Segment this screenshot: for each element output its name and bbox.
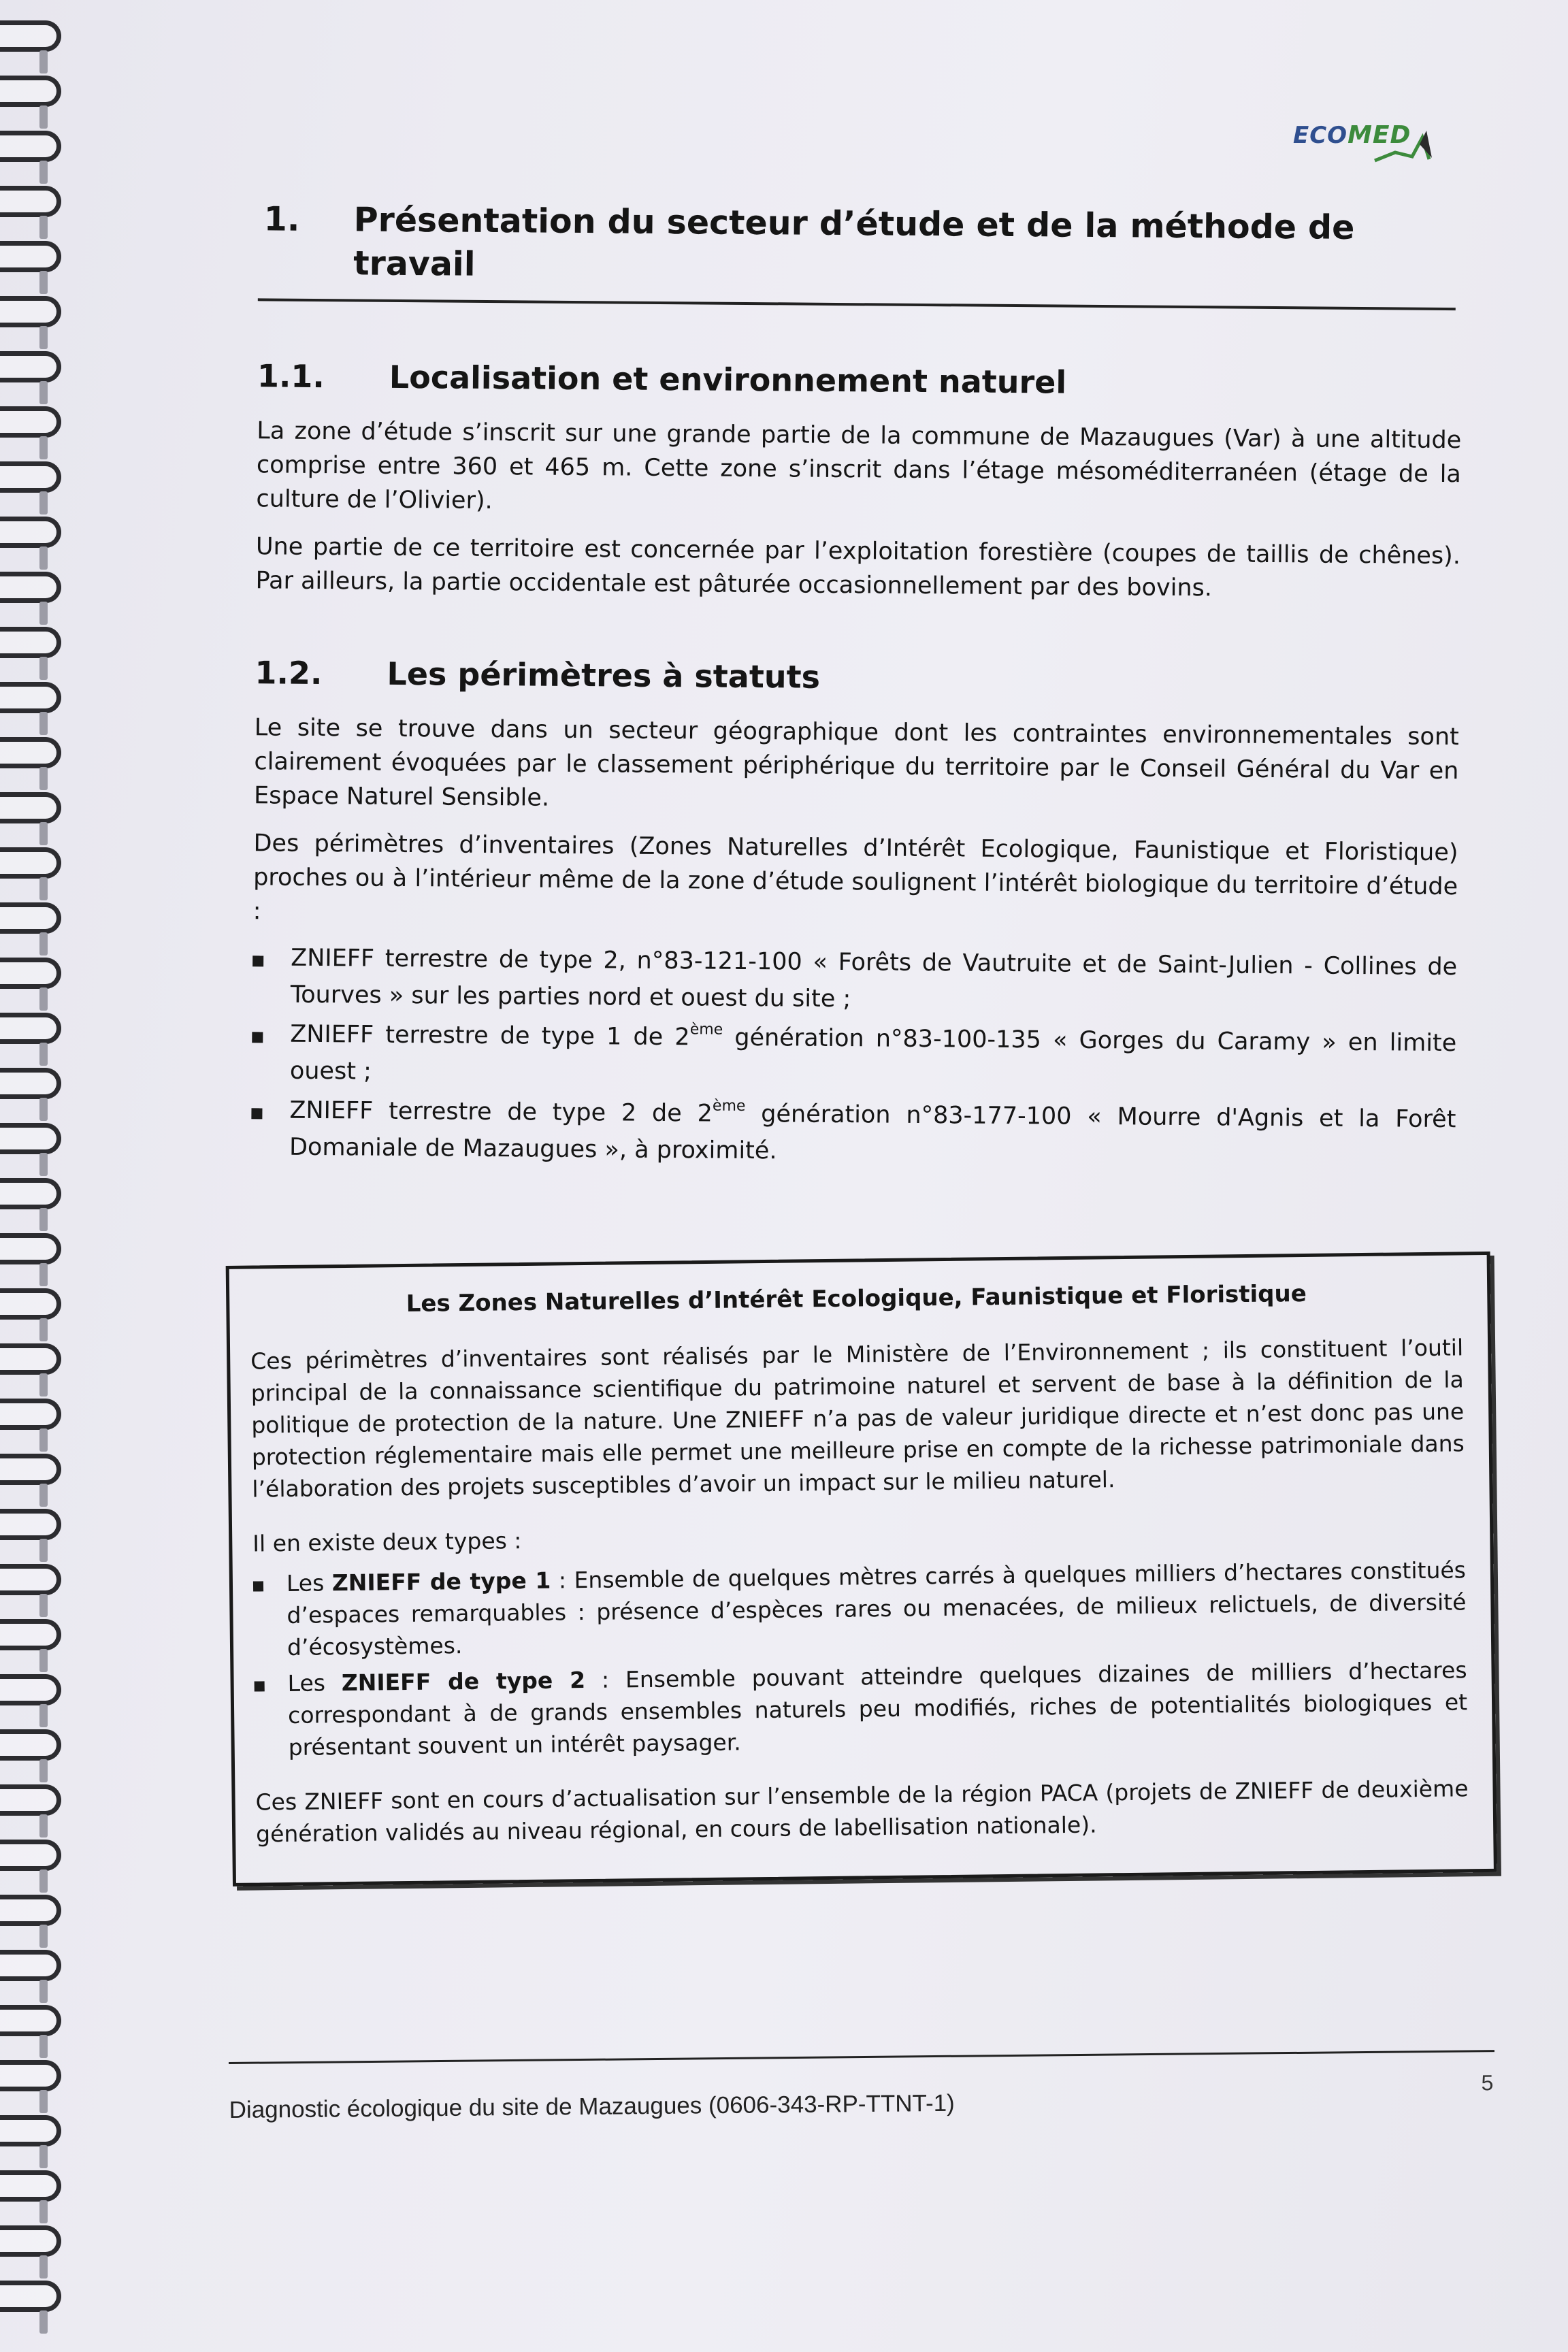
spiral-binding	[0, 0, 75, 2352]
binding-ring	[0, 847, 61, 879]
binding-hole	[39, 1153, 48, 1176]
binding-hole	[39, 1539, 48, 1562]
binding-hole	[39, 1428, 48, 1452]
binding-ring	[0, 241, 61, 272]
section-1-1-heading	[257, 355, 1469, 406]
binding-ring	[0, 1233, 61, 1264]
binding-ring	[0, 406, 61, 438]
binding-ring	[0, 1509, 61, 1540]
section-1-1-title: Localisation et environnement naturel	[389, 358, 1067, 401]
footer-rule	[229, 2050, 1494, 2064]
binding-ring	[0, 2005, 61, 2036]
binding-hole	[39, 1373, 48, 1396]
binding-ring	[0, 1013, 61, 1044]
info-box-paragraph-1: Ces périmètres d’inventaires sont réalisés par le Ministère de l’Environnement ; ils constituent l’outil principal de la connaissance scientifique du patrimoine naturel et servent de base à la définition de la politique de protection de la nature. Une ZNIEFF n’a pas de valeur juridique directe et n’est donc pas une protection réglementaire mais elle permet une meilleure prise en compte de la richesse patrimoniale dans l’élaboration des projets susceptibles d’avoir un impact sur le milieu naturel.	[250, 1334, 1465, 1503]
square-bullet-icon	[253, 1581, 263, 1591]
binding-hole	[39, 657, 48, 680]
binding-ring	[0, 2060, 61, 2091]
binding-hole	[39, 381, 48, 404]
list-item-text-part: ZNIEFF terrestre de type 1 de 2	[290, 1020, 690, 1051]
binding-hole	[39, 1318, 48, 1341]
binding-hole	[39, 1704, 48, 1727]
list-item-rest: : Ensemble pouvant atteindre quelques dizaines de milliers d’hectares correspondant à de grands ensembles naturels peu modifiés, riches de potentialités biologiques et présentant souvent un intérêt paysager.	[287, 1656, 1468, 1761]
binding-hole	[39, 2145, 48, 2168]
binding-hole	[39, 877, 48, 900]
binding-hole	[39, 2035, 48, 2058]
list-item	[253, 1554, 1467, 1663]
binding-hole	[39, 987, 48, 1011]
binding-ring	[0, 1950, 61, 1981]
binding-ring	[0, 1068, 61, 1099]
binding-hole	[39, 216, 48, 239]
binding-ring	[0, 1729, 61, 1761]
binding-hole	[39, 2200, 48, 2223]
page-footer	[229, 2050, 1502, 2124]
square-bullet-icon	[252, 956, 263, 966]
binding-ring	[0, 958, 61, 989]
binding-hole	[39, 326, 48, 349]
list-item	[254, 1654, 1467, 1763]
logo-eco: ECO	[1293, 122, 1348, 149]
binding-ring	[0, 2115, 61, 2146]
binding-hole	[39, 161, 48, 184]
perimetres-paragraph-2: Des périmètres d’inventaires (Zones Naturelles d’Intérêt Ecologique, Faunistique et Floristique) proches ou à l’intérieur même de la zone d’étude soulignent l’intérêt biologique du territoire d’étude :	[252, 830, 1458, 926]
list-item-text	[287, 1654, 1467, 1763]
binding-ring	[0, 20, 61, 52]
binding-hole	[39, 436, 48, 459]
list-item	[252, 939, 1458, 1022]
binding-hole	[39, 2310, 48, 2334]
list-item-text	[287, 1554, 1467, 1663]
binding-ring	[0, 1288, 61, 1320]
main-content	[218, 197, 1470, 1896]
superscript: ème	[712, 1097, 746, 1115]
binding-hole	[39, 1484, 48, 1507]
section-1-2-title: Les périmètres à statuts	[387, 655, 821, 696]
binding-ring	[0, 572, 61, 603]
binding-hole	[39, 1208, 48, 1231]
footer-text: Diagnostic écologique du site de Mazaugues (0606-343-RP-TTNT-1)	[229, 2089, 955, 2123]
list-item-text-part: génération n°83-100-135 « Gorges du Caramy » en limite ouest ;	[289, 1024, 1457, 1085]
binding-ring	[0, 1895, 61, 1926]
binding-ring	[0, 1619, 61, 1650]
section-1-2-number: 1.2.	[255, 654, 323, 692]
binding-ring	[0, 1178, 61, 1209]
square-bullet-icon	[255, 1681, 265, 1691]
binding-hole	[39, 105, 48, 129]
binding-hole	[39, 822, 48, 845]
binding-ring	[0, 1564, 61, 1595]
binding-hole	[39, 2255, 48, 2278]
binding-hole	[39, 602, 48, 625]
binding-ring	[0, 1840, 61, 1871]
binding-hole	[39, 712, 48, 735]
localisation-paragraph-2: Une partie de ce territoire est concernée par l’exploitation forestière (coupes de taillis de chênes). Par ailleurs, la partie occidentale est pâturée occasionnellement par des bovins.	[255, 533, 1461, 602]
binding-hole	[39, 50, 48, 74]
heading-rule	[258, 298, 1456, 310]
binding-ring	[0, 1343, 61, 1375]
list-item-text: ZNIEFF terrestre de type 2, n°83-121-100 « Forêts de Vautruite et de Saint-Julien - Collines de Tourves » sur les parties nord et ouest du site ;	[290, 944, 1458, 1013]
binding-hole	[39, 1759, 48, 1782]
perimetres-paragraph-1: Le site se trouve dans un secteur géographique dont les contraintes environnementales sont clairement évoquées par le classement périphérique du territoire par le Conseil Général du Var en Espace Naturel Sensible.	[253, 714, 1459, 812]
binding-ring	[0, 2170, 61, 2202]
page-number: 5	[1481, 2070, 1494, 2095]
logo-med: MED	[1348, 121, 1411, 149]
binding-ring	[0, 351, 61, 382]
binding-hole	[39, 2090, 48, 2113]
binding-ring	[0, 627, 61, 658]
binding-hole	[39, 767, 48, 790]
mountain-icon	[1293, 117, 1436, 172]
section-1-2-heading	[255, 652, 1466, 702]
superscript: ème	[689, 1021, 723, 1039]
binding-ring	[0, 186, 61, 217]
binding-ring	[0, 682, 61, 713]
list-item-text	[290, 1016, 1457, 1098]
binding-ring	[0, 902, 61, 934]
list-item	[252, 1015, 1457, 1098]
list-item-prefix: Les	[287, 1669, 342, 1697]
binding-ring	[0, 131, 61, 162]
binding-hole	[39, 1980, 48, 2003]
znieff-info-box	[226, 1252, 1497, 1886]
section-1-title: Présentation du secteur d’étude et de la méthode de travail	[353, 200, 1355, 284]
binding-ring	[0, 1454, 61, 1485]
binding-ring	[0, 461, 61, 493]
binding-ring	[0, 517, 61, 548]
list-item-text-part: ZNIEFF terrestre de type 2 de 2	[289, 1096, 713, 1128]
binding-hole	[39, 1043, 48, 1066]
binding-hole	[39, 1594, 48, 1617]
binding-ring	[0, 792, 61, 823]
list-item-rest: : Ensemble de quelques mètres carrés à quelques milliers d’hectares constitués d’espaces remarquables : présence d’espèces rares ou menacées, de milieux relictuels, de diversité d’écosystèmes.	[287, 1556, 1467, 1661]
list-item-prefix: Les	[286, 1569, 333, 1597]
binding-hole	[39, 1814, 48, 1838]
list-item-text-part: génération n°83-177-100 « Mourre d'Agnis et la Forêt Domaniale de Mazaugues », à proximité.	[289, 1100, 1456, 1165]
list-item-text	[289, 1092, 1456, 1175]
square-bullet-icon	[252, 1032, 263, 1043]
znieff-list	[251, 939, 1458, 1175]
binding-hole	[39, 546, 48, 570]
binding-ring	[0, 737, 61, 768]
binding-ring	[0, 1123, 61, 1154]
binding-hole	[39, 491, 48, 514]
list-item-bold: ZNIEFF de type 2	[341, 1667, 586, 1697]
binding-ring	[0, 2281, 61, 2312]
binding-ring	[0, 1674, 61, 1705]
binding-hole	[39, 271, 48, 294]
section-1-heading	[263, 197, 1470, 294]
binding-ring	[0, 1399, 61, 1430]
binding-hole	[39, 1263, 48, 1286]
section-1-1-number: 1.1.	[257, 357, 325, 395]
binding-hole	[39, 1869, 48, 1893]
binding-ring	[0, 296, 61, 327]
info-box-title: Les Zones Naturelles d’Intérêt Ecologique, Faunistique et Floristique	[406, 1279, 1307, 1318]
binding-hole	[39, 1925, 48, 1948]
list-item-bold: ZNIEFF de type 1	[331, 1567, 551, 1597]
binding-hole	[39, 932, 48, 956]
ecomed-logo	[1293, 117, 1436, 172]
info-box-paragraph-2: Il en existe deux types :	[252, 1527, 522, 1557]
binding-ring	[0, 2225, 61, 2257]
binding-hole	[39, 1098, 48, 1121]
section-1-number: 1.	[263, 199, 300, 239]
binding-ring	[0, 76, 61, 107]
binding-hole	[39, 1649, 48, 1672]
list-item	[251, 1092, 1456, 1175]
square-bullet-icon	[251, 1108, 262, 1119]
localisation-paragraph-1: La zone d’étude s’inscrit sur une grande partie de la commune de Mazaugues (Var) à une altitude comprise entre 360 et 465 m. Cette zone s’inscrit dans l’étage mésoméditerranéen (étage de la culture de l’Olivier).	[256, 417, 1462, 515]
binding-ring	[0, 1784, 61, 1816]
info-box-paragraph-3: Ces ZNIEFF sont en cours d’actualisation sur l’ensemble de la région PACA (projets de ZNIEFF de deuxième génération validés au niveau régional, en cours de labellisation nationale).	[255, 1775, 1469, 1848]
